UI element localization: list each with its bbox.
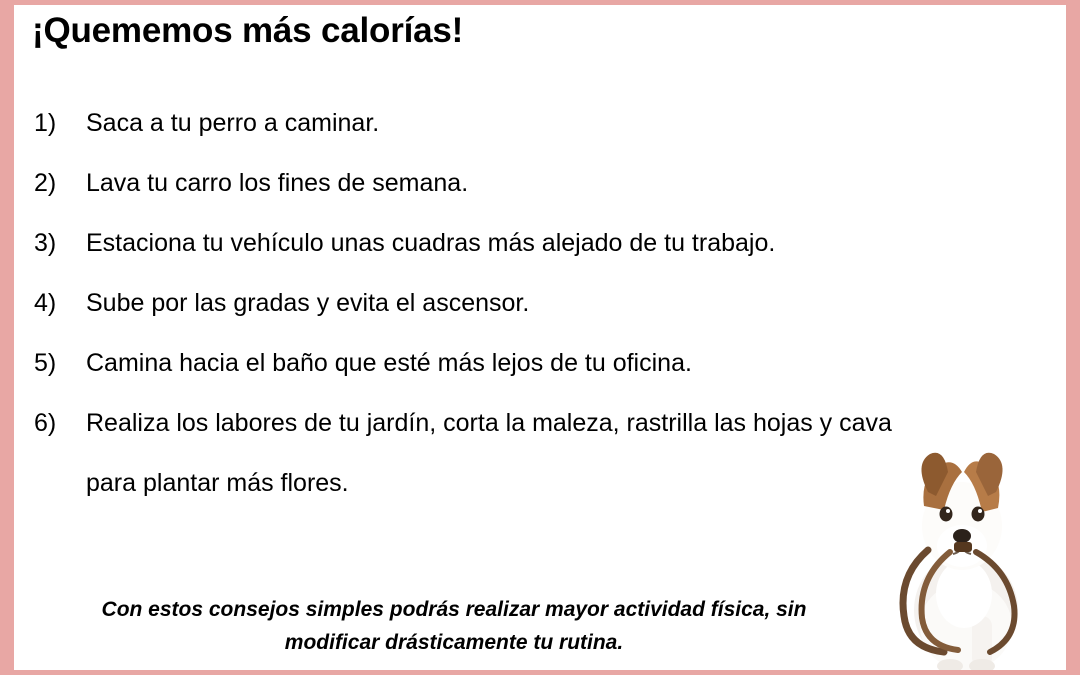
list-item-number: 2) bbox=[34, 169, 57, 197]
page-title: ¡Quememos más calorías! bbox=[32, 11, 464, 50]
closing-note: Con estos consejos simples podrás realizar mayor actividad física, sin modificar drásticamente tu rutina. bbox=[101, 598, 807, 654]
list-item-label: Camina hacia el baño que esté más lejos de tu oficina. bbox=[86, 349, 692, 377]
list-item bbox=[34, 393, 914, 513]
list-item bbox=[34, 273, 914, 333]
list-item-number: 6) bbox=[34, 409, 57, 437]
list-item-label: Realiza los labores de tu jardín, corta la maleza, rastrilla las hojas y cava para plantar más flores. bbox=[86, 409, 892, 497]
list-item-number: 1) bbox=[34, 109, 57, 137]
list-item-number: 4) bbox=[34, 289, 57, 317]
list-item bbox=[34, 93, 914, 153]
list-item bbox=[34, 333, 914, 393]
list-item-label: Lava tu carro los fines de semana. bbox=[86, 169, 469, 197]
list-item bbox=[34, 213, 914, 273]
list-item-number: 3) bbox=[34, 229, 57, 257]
slide-content bbox=[14, 5, 1066, 670]
list-item-label: Estaciona tu vehículo unas cuadras más alejado de tu trabajo. bbox=[86, 229, 776, 257]
dog-with-leash-photo bbox=[858, 380, 1058, 670]
list-item bbox=[34, 153, 914, 213]
tips-list bbox=[34, 93, 914, 513]
list-item-label: Sube por las gradas y evita el ascensor. bbox=[86, 289, 530, 317]
list-item-label: Saca a tu perro a caminar. bbox=[86, 109, 380, 137]
list-item-number: 5) bbox=[34, 349, 57, 377]
